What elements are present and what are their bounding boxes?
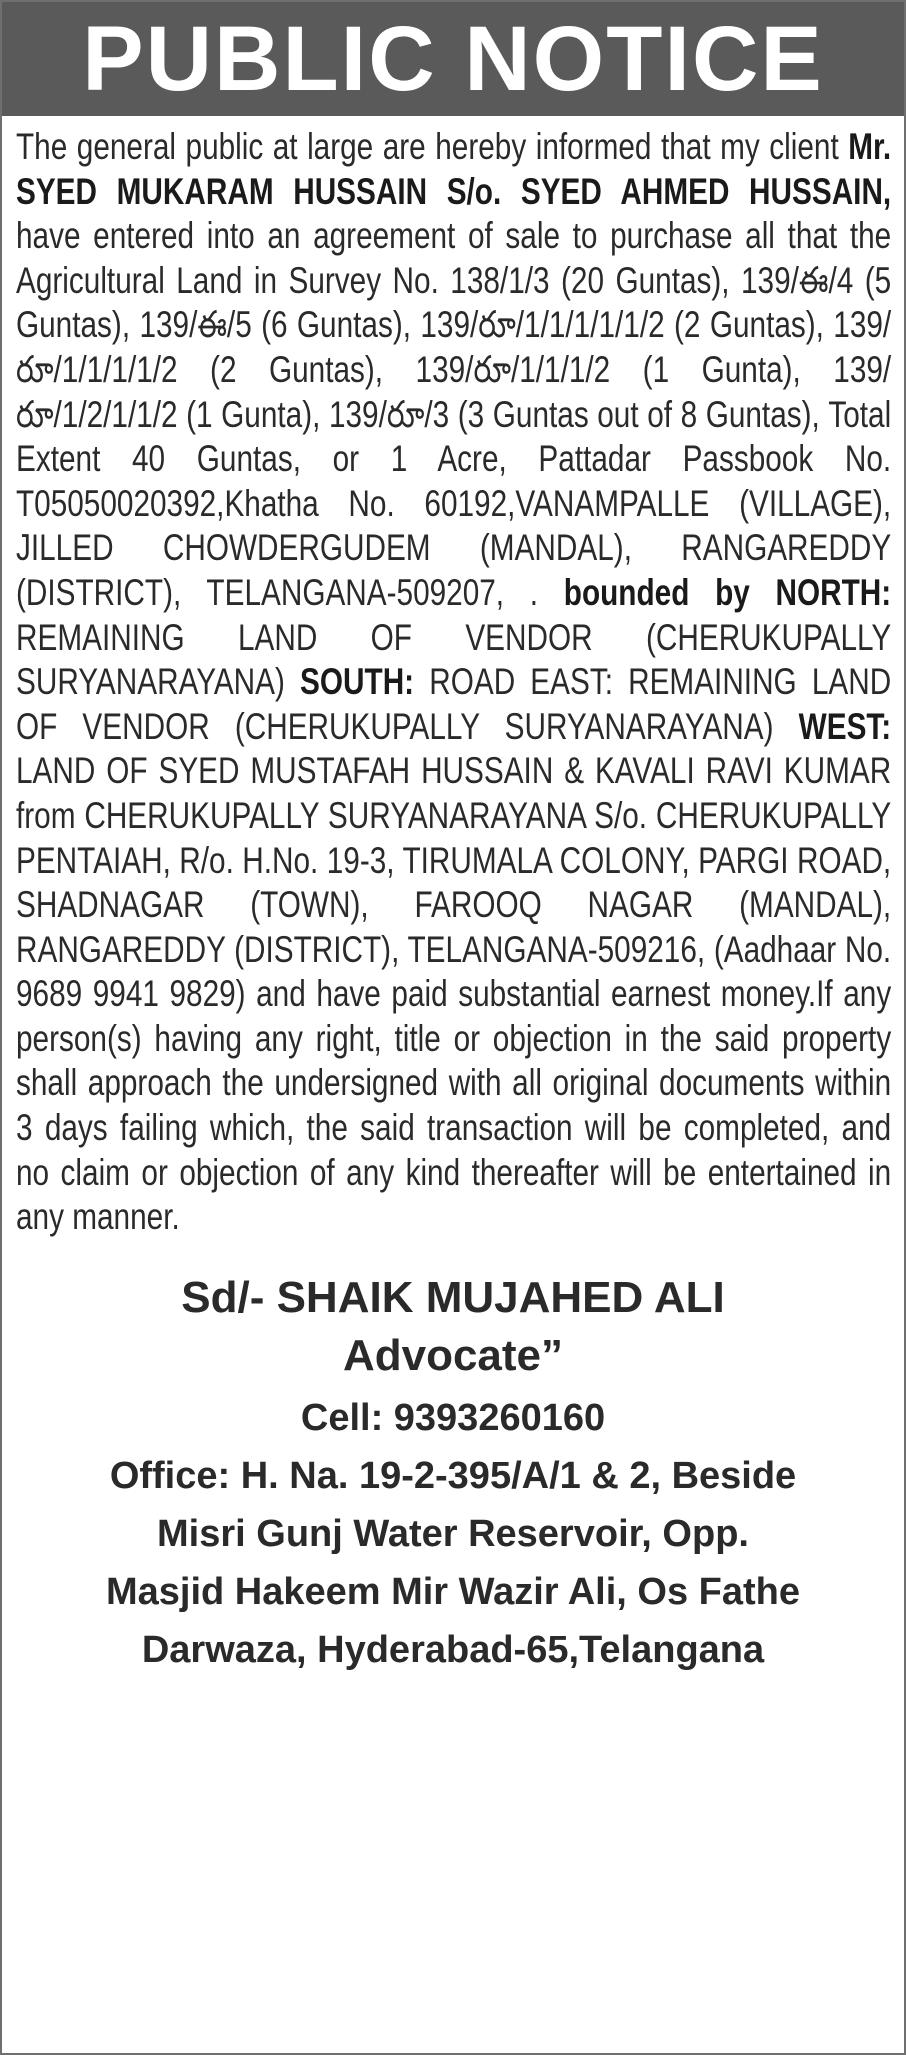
notice-header [2, 2, 904, 116]
page-title: PUBLIC NOTICE [82, 8, 824, 110]
office-address-line: Masjid Hakeem Mir Wazir Ali, Os Fathe [105, 1570, 801, 1613]
advocate-title: Advocate” [342, 1330, 564, 1380]
notice-body [16, 124, 891, 1239]
signature-block [2, 1269, 904, 1679]
south-boundary-label: SOUTH: [300, 660, 415, 703]
body-text-part: have entered into an agreement of sale to purchase all that the Agricultural Land in Survey No. 138/1/3 (20 Guntas), 139/ఈ/4 (5 Guntas), 139/ఈ/5 (6 Guntas), 139/రూ/1/1/1/1/1/2 (2 Guntas), 139/రూ/1/1/1/1/2 (2 Guntas), 139/రూ/1/1/1/2 (1 Gunta), 139/రూ/1/2/1/1/2 (1 Gunta), 139/రూ/3 (3 Guntas out of 8 Guntas), Total Extent 40 Guntas, or 1 Acre, Pattadar Passbook No. T05050020392,Khatha No. 60192,VANAMPALLE (VILLAGE), JILLED CHOWDERGUDEM (MANDAL), RANGAREDDY (DISTRICT), TELANGANA-509207, . [16, 214, 892, 613]
office-address-line: Office: H. Na. 19-2-395/A/1 & 2, Beside [109, 1454, 797, 1497]
office-address-line: Misri Gunj Water Reservoir, Opp. [157, 1512, 749, 1555]
client-name: Mr. SYED MUKARAM HUSSAIN S/o. SYED AHMED HUSSAIN, [16, 125, 892, 212]
cell-number: Cell: 9393260160 [300, 1396, 606, 1439]
body-text-part: ROAD EAST: REMAINING LAND OF VENDOR (CHERUKUPALLY SURYANARAYANA) [16, 660, 892, 747]
west-boundary-label: WEST: [798, 704, 892, 747]
north-boundary-label: bounded by NORTH: [563, 570, 892, 613]
advocate-name: Sd/- SHAIK MUJAHED ALI [181, 1272, 725, 1322]
office-address-line: Darwaza, Hyderabad-65,Telangana [141, 1628, 765, 1671]
body-text-part: LAND OF SYED MUSTAFAH HUSSAIN & KAVALI RAVI KUMAR from CHERUKUPALLY SURYANARAYANA S/o. CHERUKUPALLY PENTAIAH, R/o. H.No. 19-3, TIRUMALA COLONY, PARGI ROAD, SHADNAGAR (TOWN), FAROOQ NAGAR (MANDAL), RANGAREDDY (DISTRICT), TELANGANA-509216, (Aadhaar No. 9689 9941 9829) and have paid substantial earnest money.If any person(s) having any right, title or objection in the said property shall approach the undersigned with all original documents within 3 days failing which, the said transaction will be completed, and no claim or objection of any kind thereafter will be entertained in any manner. [16, 749, 892, 1238]
body-text-part: The general public at large are hereby informed that my client [16, 125, 849, 167]
body-text-part: REMAINING LAND OF VENDOR (CHERUKUPALLY SURYANARAYANA) [16, 615, 892, 703]
